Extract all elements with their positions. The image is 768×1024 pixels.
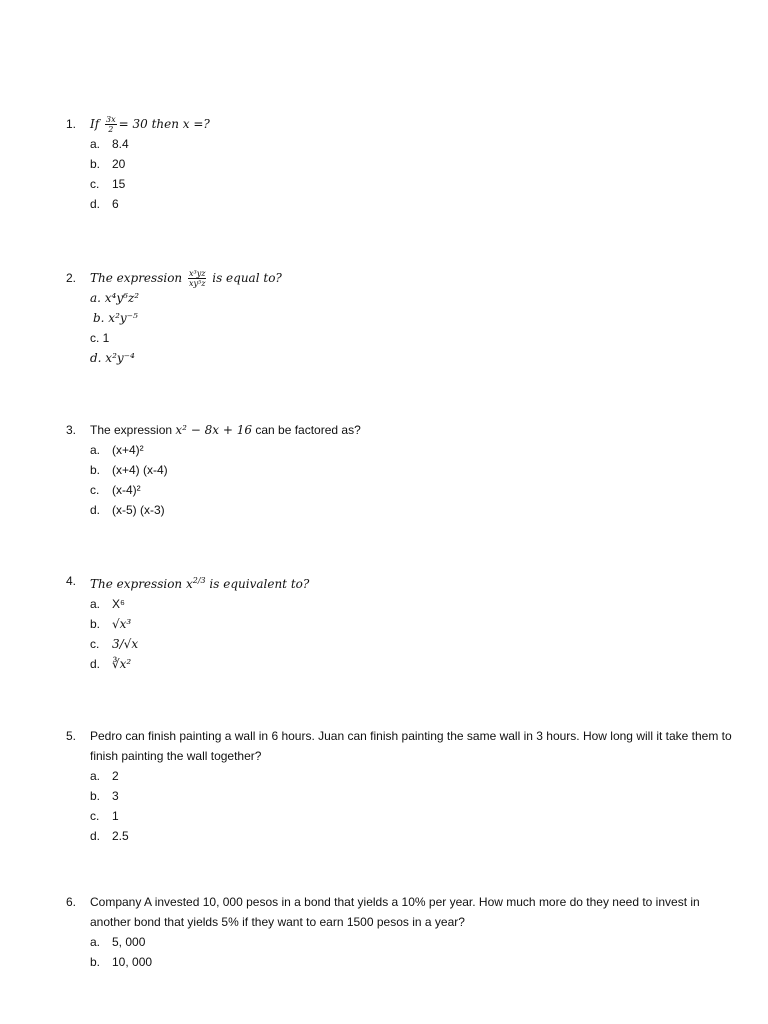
option-c: c. (x-4)²	[90, 483, 141, 497]
question-number: 5.	[66, 729, 77, 743]
question-text: The expression x² − 8x + 16 can be factored as?	[90, 423, 361, 437]
option-c: c. 1	[90, 809, 119, 823]
question-5	[66, 726, 738, 846]
question-2	[66, 268, 738, 368]
option-b: b. 20	[90, 157, 126, 171]
fraction: $\frac{\text{x³yz}}{\text{xy⁵z}}$	[188, 269, 206, 288]
question-text: Pedro can finish painting a wall in 6 hours. Juan can finish painting the same wall in 3 hours. How long will it take them to finish painting the wall together?	[90, 729, 732, 763]
option-a: a. 5, 000	[90, 935, 146, 949]
option-d: d. (x-5) (x-3)	[90, 503, 165, 517]
question-number: 1.	[66, 117, 77, 131]
option-a: a. 2	[90, 769, 119, 783]
question-1	[66, 114, 738, 214]
option-a: a. 8.4	[90, 137, 129, 151]
option-a: a. x⁴y⁶z²	[90, 291, 140, 305]
question-number: 2.	[66, 271, 77, 285]
question-6	[66, 892, 738, 972]
question-text: The expression $x^{2/3}$ is equivalent to?	[90, 576, 310, 591]
question-text: Company A invested 10, 000 pesos in a bond that yields a 10% per year. How much more do they need to invest in another bond that yields 5% if they want to earn 1500 pesos in a year?	[90, 895, 700, 929]
option-b: b. 10, 000	[90, 955, 153, 969]
option-c: c. 3/√x	[90, 637, 139, 651]
option-d: d. ∛x²	[90, 657, 132, 671]
option-b: b. 3	[90, 789, 119, 803]
option-d: d. x²y⁻⁴	[90, 351, 135, 365]
question-text: If $\frac{3x}{2}$ = 30 then x =?	[90, 115, 210, 134]
question-number: 3.	[66, 423, 77, 437]
fraction: $\frac{3x}{2}$	[106, 115, 116, 134]
option-d: d. 2.5	[90, 829, 129, 843]
option-b: b. x²y⁻⁵	[93, 311, 138, 325]
question-3	[66, 420, 738, 520]
exponent: 2/3	[192, 576, 206, 585]
option-a: a. (x+4)²	[90, 443, 144, 457]
question-4	[66, 571, 738, 674]
question-number: 6.	[66, 895, 77, 909]
question-text: The expression $\frac{\text{x³yz}}{\text{xy⁵z}}$ is equal to?	[90, 269, 282, 288]
option-d: d. 6	[90, 197, 119, 211]
option-a: a. X⁶	[90, 597, 125, 611]
option-b: b. √x³	[90, 617, 132, 631]
question-number: 4.	[66, 574, 77, 588]
expression: x² − 8x + 16	[175, 423, 253, 437]
option-c: c. 1	[90, 331, 110, 345]
option-b: b. (x+4) (x-4)	[90, 463, 168, 477]
option-c: c. 15	[90, 177, 126, 191]
